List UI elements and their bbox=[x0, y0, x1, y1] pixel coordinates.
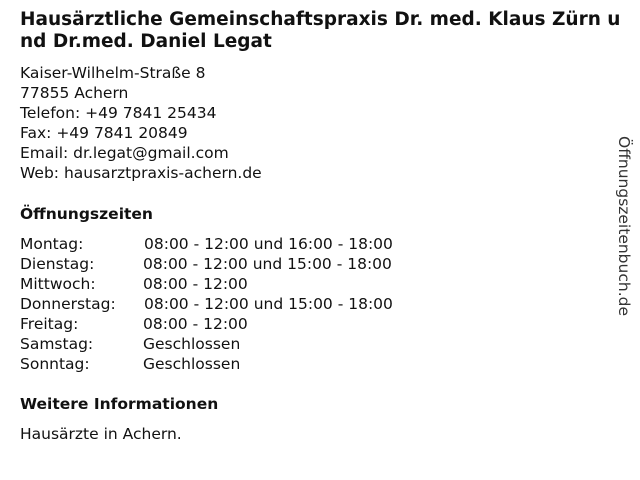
hours-row-monday bbox=[20, 234, 393, 254]
hours-row-tuesday bbox=[20, 254, 393, 274]
hours-time: Geschlossen bbox=[143, 355, 241, 373]
practice-title: Hausärztliche Gemeinschaftspraxis Dr. med. Klaus Zürn und Dr.med. Daniel Legat bbox=[20, 9, 621, 52]
hours-day: Mittwoch: bbox=[20, 275, 96, 293]
fax-number: Fax: +49 7841 20849 bbox=[20, 124, 188, 142]
hours-row-sunday bbox=[20, 354, 393, 374]
hours-row-friday bbox=[20, 314, 393, 334]
more-info-heading: Weitere Informationen bbox=[20, 395, 219, 413]
opening-hours-heading: Öffnungszeiten bbox=[20, 205, 153, 223]
hours-time: Geschlossen bbox=[143, 335, 241, 353]
hours-row-wednesday bbox=[20, 274, 393, 294]
hours-day: Sonntag: bbox=[20, 355, 90, 373]
hours-day: Dienstag: bbox=[20, 255, 95, 273]
hours-day: Montag: bbox=[20, 235, 84, 253]
address-city: 77855 Achern bbox=[20, 84, 129, 102]
hours-day: Freitag: bbox=[20, 315, 79, 333]
hours-day: Samstag: bbox=[20, 335, 94, 353]
hours-day: Donnerstag: bbox=[20, 295, 116, 313]
hours-time: 08:00 - 12:00 bbox=[143, 275, 248, 293]
opening-hours-table bbox=[20, 234, 393, 374]
phone-number: Telefon: +49 7841 25434 bbox=[20, 104, 217, 122]
hours-time: 08:00 - 12:00 und 15:00 - 18:00 bbox=[144, 295, 393, 313]
email-address: Email: dr.legat@gmail.com bbox=[20, 144, 229, 162]
hours-time: 08:00 - 12:00 und 15:00 - 18:00 bbox=[143, 255, 392, 273]
hours-row-saturday bbox=[20, 334, 393, 354]
contact-block bbox=[20, 63, 262, 183]
source-watermark: Öffnungszeitenbuch.de bbox=[615, 136, 633, 316]
address-street: Kaiser-Wilhelm-Straße 8 bbox=[20, 64, 206, 82]
website: Web: hausarztpraxis-achern.de bbox=[20, 164, 262, 182]
more-info-text: Hausärzte in Achern. bbox=[20, 425, 182, 443]
hours-time: 08:00 - 12:00 bbox=[143, 315, 248, 333]
hours-row-thursday bbox=[20, 294, 393, 314]
hours-time: 08:00 - 12:00 und 16:00 - 18:00 bbox=[144, 235, 393, 253]
